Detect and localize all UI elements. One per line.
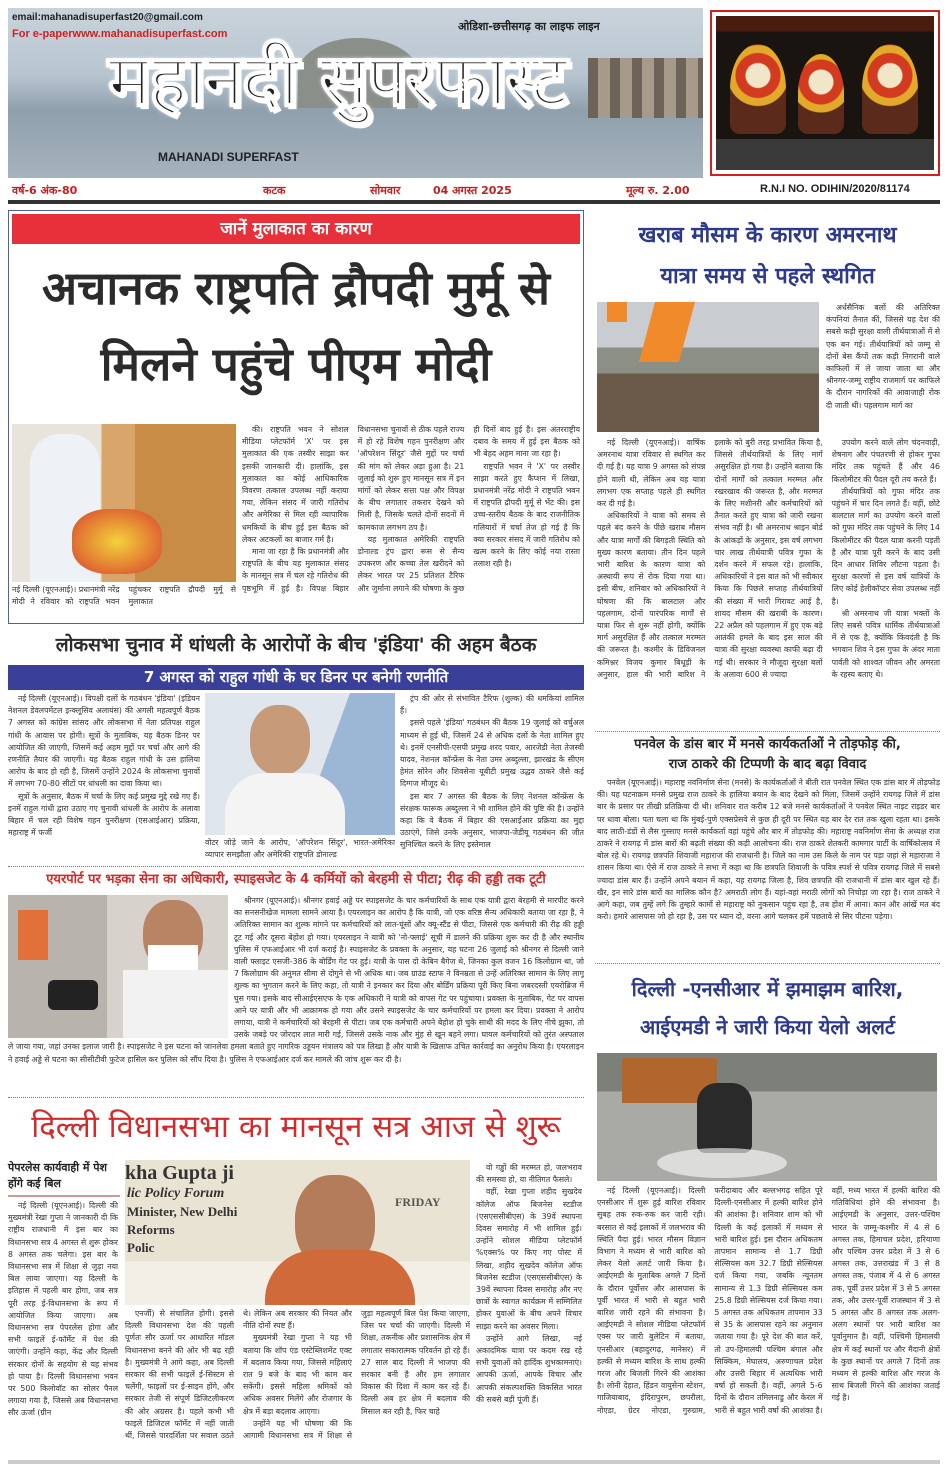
- paragraph: की। राष्ट्रपति भवन ने सोशल मीडिया प्लेटफॉर्म 'X' पर इस मुलाकात की एक तस्वीर साझा कर इसकी जानकारी दी। हालांकि, इस मुलाकात का कोई आधिकारिक विवरण तत्काल उपलब्ध नहीं कराया गया, लेकिन संसद में जारी गतिरोध और अमेरिका से मिल रही व्यापारिक धमकियों के बीच हुई इस बैठक को लेकर अटकलों का बाजार गर्म है।: [242, 425, 349, 544]
- jagannath-image: [710, 10, 940, 176]
- story-spicejet-body: [8, 895, 584, 1095]
- story-panvel-headline: [595, 735, 940, 775]
- deity-figure: [798, 54, 844, 134]
- story-india-subhead: 7 अगस्त को राहुल गांधी के घर डिनर पर बनेगी रणनीति: [8, 665, 584, 690]
- story-india-body-left: [8, 693, 200, 863]
- photo-backdrop-text: Polic: [127, 1240, 155, 1255]
- paragraph: उन्होंने यह भी घोषणा की कि आगामी विधानसभा सत्र में शिक्षा से जुड़ा महत्वपूर्ण बिल पेश किया जाएगा, जिस पर चर्चा की जाएगी। दिल्ली में शिक्षा, तकनीक और प्रशासनिक क्षेत्र में लगातार सकारात्मक परिवर्तन हो रहे हैं। 27 साल बाद दिल्ली में भाजपा की सरकार बनी है और हम लगातार विकास की दिशा में काम कर रहे हैं। दिल्ली अब हर क्षेत्र में बदलाव की मिसाल बन रही है, फिर चाहे: [243, 1309, 470, 1441]
- headline-line: पनवेल के डांस बार में मनसे कार्यकर्ताओं ने तोड़फोड़ की,: [634, 737, 901, 752]
- story-modi-kicker: जानें मुलाकात का कारण: [12, 214, 580, 244]
- headline-line: राज ठाकरे की टिप्पणी के बाद बढ़ा विवाद: [668, 757, 867, 772]
- headline-line: आईएमडी ने जारी किया येलो अलर्ट: [639, 1015, 896, 1039]
- issue-volume: वर्ष-6 अंक-80: [12, 184, 78, 197]
- paragraph: इस बार 7 अगस्त की बैठक के लिए नेशनल कॉन्फ्रेंस के संरक्षक फारूक अब्दुल्ला ने भी शामिल होने की पुष्टि की है। उन्होंने कहा कि वे बैठक में बिहार की एसआईआर प्रक्रिया का मुद्दा उठाएंगे, जिसे उनके अनुसार, भाजपा-जेडीयू गठबंधन की जीत सुनिश्चित करने के लिए इस्तेमाल: [400, 791, 584, 850]
- story-india-caption: वोटर जोड़े जाने के आरोप, 'ऑपरेशन सिंदूर', भारत-अमेरिका व्यापार समझौता और अमेरिकी राष्ट्रपति डोनाल्ड: [205, 838, 395, 860]
- masthead-tagline: ओडिशा-छत्तीसगढ़ का लाइफ लाइन: [458, 20, 600, 33]
- story-assembly-body-right: [476, 1162, 582, 1458]
- photo-backdrop-text: FRIDAY: [395, 1195, 441, 1209]
- issue-date: 04 अगस्त 2025: [433, 184, 512, 197]
- story-rain-headline: [595, 970, 940, 1046]
- modi-murmu-photo: [12, 424, 236, 582]
- issue-info-bar: [8, 183, 940, 199]
- masthead-epaper-link[interactable]: For e-paperwww.mahanadisuperfast.com: [12, 28, 228, 40]
- divider: [595, 731, 940, 732]
- paragraph: तीर्थयात्रियों को गुफा मंदिर तक पहुंचने में चार दिन लगते हैं। वहीं, छोटे बालटाल मार्ग का उपयोग करने वालों को गुफा मंदिर तक पहुंचने के लिए 14 किलोमीटर की पैदल यात्रा करनी पड़ती है और यात्रा पूरी करने के बाद उसी दिन आधार शिविर लौटना पड़ता है। सुरक्षा कारणों से इस वर्ष यात्रियों के लिए कोई हेलीकॉप्टर सेवा उपलब्ध नहीं है।: [831, 486, 940, 606]
- paragraph: श्री अमरनाथ जी यात्रा भक्तों के लिए सबसे पवित्र धार्मिक तीर्थयात्राओं में से एक है, क्योंकि किंवदंती है कि भगवान शिव ने इस गुफा के अंदर माता पार्वती को शाश्वत जीवन और अमरता के रहस्य बताए थे।: [831, 608, 940, 679]
- paragraph: माना जा रहा है कि प्रधानमंत्री और राष्ट्रपति के बीच यह मुलाकात संसद के मानसून सत्र में चल रहे गतिरोध की पृष्ठभूमि में हुई है। विपक्ष बिहार विधानसभा चुनावों से ठीक पहले राज्य में हो रहे विशेष गहन पुनरीक्षण और 'ऑपरेशन सिंदूर' जैसे मुद्दों पर चर्चा की मांग को लेकर अड़ा हुआ है। 21 जुलाई को शुरू हुए मानसून सत्र में इन मांगों को लेकर सत्ता पक्ष और विपक्ष के बीच लगातार तकरार देखने को मिली है, जिसके चलते दोनों सदनों में कामकाज लगभग ठप है।: [242, 425, 465, 593]
- amarnath-pilgrims-photo: [597, 302, 819, 432]
- paragraph: एनर्जी) से संचालित होगी। इससे दिल्ली विधानसभा देश की पहली पूर्णतः सौर ऊर्जा पर आधारित मॉडल विधानसभा बनने की ओर भी बढ़ रही है। मुख्यमंत्री ने आगे कहा, अब दिल्ली सरकार की सभी फाइलें ई-सिस्टम से चलेंगी, फाइलों पर ई-साइन होंगे, और सरकार तेजी से संपूर्ण डिजिटलीकरण की ओर अग्रसर है। पहले कभी भी फाइलें डिजिटल फॉर्मेट में नहीं जाती थीं, जिससे पारदर्शिता पर सवाल उठते थे। लेकिन अब सरकार की नियत और नीति दोनों स्पष्ट हैं।: [125, 1309, 352, 1441]
- photo-bouquet: [72, 509, 162, 574]
- issue-city: कटक: [263, 184, 286, 197]
- paragraph: वो गड्ढों की मरम्मत हो, जलभराव की समस्या हो, या नीतिगत फैसले।: [476, 1163, 582, 1185]
- paragraph: नई दिल्ली (यूएनआई)। विपक्षी दलों के गठबंधन 'इंडिया' (इंडियन नेशनल डेवलपमेंटल इन्क्लूसिव अलायंस) की अगली महत्वपूर्ण बैठक 7 अगस्त को कांग्रेस सांसद और लोकसभा में नेता प्रतिपक्ष राहुल गांधी के आवास पर होगी। सूत्रों के मुताबिक, यह बैठक डिनर पर आयोजित की जाएगी, जिसमें कई अहम मुद्दों पर चर्चा और आगे की रणनीति तैयार की जाएगी। यह बैठक राहुल गांधी के उस हालिया आरोप के बाद हो रही है, जिसमें उन्होंने 2024 के लोकसभा चुनावों में लगभग 70-80 सीटों पर धांधली का दावा किया था।: [8, 694, 200, 789]
- story-amarnath-body-side: [826, 302, 940, 434]
- story-modi-caption: नई दिल्ली (यूएनआई)। प्रधानमंत्री नरेंद्र मोदी ने रविवार को राष्ट्रपति भवन पहुंचकर राष्ट्रपति द्रौपदी मुर्मू से मुलाकात: [12, 585, 236, 607]
- story-india-body-right: [400, 693, 584, 863]
- photo-figure: [225, 773, 345, 835]
- photo-flag: [607, 302, 627, 322]
- paragraph: श्रीनगर (यूएनआई)। श्रीनगर हवाई अड्डे पर स्पाइसजेट के चार कर्मचारियों के साथ एक यात्री द्वारा बेरहमी से मारपीट करने का सनसनीखेज मामला सामने आया है। एयरलाइन का आरोप है कि यात्री, जो एक वरिष्ठ सैन्य अधिकारी बताया जा रहा है, ने अतिरिक्त सामान का शुल्क मांगने पर कर्मचारियों को लात-घूंसों और क्यू-स्टैंड से पीटा, जिससे एक कर्मचारी की रीढ़ की हड्डी टूट गई और दूसरा बेहोश हो गया। एयरलाइन ने यात्री को 'नो-फ्लाई' सूची में डालने की प्रक्रिया शुरू कर दी है और स्थानीय पुलिस में एफआईआर भी दर्ज कराई है। स्पाइसजेट के प्रवक्ता के अनुसार, यह घटना 26 जुलाई को श्रीनगर से दिल्ली जाने वाली फ्लाइट एसजी-386 के बोर्डिंग गेट पर हुई। यात्री के पास दो केबिन बैगेज थे, जिनका कुल वजन 16 किलोग्राम था, जो 7 किलोग्राम की अनुमत सीमा से दोगुने से भी अधिक था। जब ग्राउंड स्टाफ ने विनम्रता से उन्हें अतिरिक्त सामान के लिए लागू शुल्क का भुगतान करने के लिए कहा, तो यात्री ने इनकार कर दिया और बोर्डिंग प्रक्रिया पूरी किए बिना जबरदस्ती एयरोब्रिज में घुस गया। इसके बाद सीआईएसएफ के एक अधिकारी ने यात्री को वापस गेट पर पहुंचाया। प्रवक्ता के मुताबिक, गेट पर वापस आने पर यात्री और भी आक्रामक हो गया और उसने स्पाइसजेट के चार कर्मचारियों पर हमला कर दिया। प्रवक्ता ने आरोप लगाया, यात्री ने कर्मचारियों को बेरहमी से पीटा। जब एक कर्मचारी अपने बेहोश हो चुके साथी की मदद के लिए नीचे झुका, तो उसके जबड़े पर जोरदार लात मारी गई, जिससे उसके नाक और मुंह से खून बहने लगा। घायल कर्मचारियों को तुरंत अस्पताल ले जाया गया, जहां उनका इलाज जारी है। स्पाइसजेट ने इस घटना को जानलेवा हमला बताते हुए नागरिक उड्डयन मंत्रालय को पत्र लिखा है और यात्री के खिलाफ उचित कार्रवाई का अनुरोध किया है। एयरलाइन ने हवाई अड्डे से घटना का सीसीटीवी फुटेज हासिल कर पुलिस को सौंप दिया है। पुलिस ने एफआईआर दर्ज कर मामले की जांच शुरू कर दी है।: [8, 896, 584, 1064]
- deity-figure: [862, 44, 918, 134]
- photo-flag: [639, 302, 695, 362]
- divider: [595, 963, 940, 964]
- newspaper-logo-english: MAHANADI SUPERFAST: [158, 150, 299, 164]
- paragraph: नई दिल्ली (यूएनआई)। दिल्ली एनसीआर में शुरू हुई बारिश रविवार सुबह तक रुक-रुक कर जारी रही। बरसात से कई इलाकों में जलभराव की स्थिति पैदा हुई। भारत मौसम विज्ञान विभाग ने मध्यम से भारी बारिश को लेकर येलो अलर्ट जारी किया है। आईएमडी के मुताबिक अगले 7 दिनों के दौरान पूर्वोत्तर और आसपास के पूर्वी भारत में भारी से बहुत भारी बारिश जारी रहने की संभावना है। आईएमडी ने सोशल मीडिया प्लेटफॉर्म एक्स पर जारी बुलेटिन में बताया, एनसीआर (बहादुरगढ़, मानेसर) में हल्की से मध्यम बारिश के साथ हल्की गरज और बिजली गिरने की आशंका है। लोनी देहात, हिंडन वायुसेना स्टेशन, गाजियाबाद, इंदिरापुरम, छपरौला, नोएडा, ग्रेटर नोएडा, गुरुग्राम, फरीदाबाद और बल्लभगढ़ सहित पूरे दिल्ली-एनसीआर में हल्की बारिश होने की आशंका है। शनिवार शाम को भी दिल्ली के कई इलाकों में मध्यम से भारी बारिश हुई। इस दौरान अधिकतम तापमान सामान्य से 1.7 डिग्री सेल्सियस कम 32.7 डिग्री सेल्सियस दर्ज किया गया, जबकि न्यूनतम सामान्य से 1.3 डिग्री सेल्सियस कम 25.8 डिग्री सेल्सियस दर्ज किया गया। 5 अगस्त तक अधिकतम तापमान 33 से 35 के आसपास रहने का अनुमान जताया गया है। पूरे देश की बात करें, तो उप-हिमालयी पश्चिम बंगाल और सिक्किम, मेघालय, अरुणाचल प्रदेश और उत्तरी बिहार में अत्यधिक भारी वर्षा हो सकती है। वहीं, अगले 5-6 दिनों के दौरान तमिलनाडु और केरल में भारी से बहुत भारी वर्षा की आशंका है। वहीं, मध्य भारत में हल्की बारिश की गतिविधियां होने की संभावना है। आईएमडी के अनुसार, उत्तर-पश्चिम भारत के जम्मू-कश्मीर में 4 से 6 अगस्त तक, हिमाचल प्रदेश, हरियाणा और पश्चिम उत्तर प्रदेश में 3 से 6 अगस्त तक, उत्तराखंड में 3 से 8 अगस्त तक, पंजाब में 4 से 6 अगस्त तक, पूर्वी उत्तर प्रदेश में 3 से 5 अगस्त तक, और उत्तर-पूर्वी राजस्थान में 3 से 5 अगस्त और 8 अगस्त तक अलग-अलग स्थानों पर भारी बारिश का पूर्वानुमान है। वहीं, पश्चिमी हिमालयी क्षेत्र में कई स्थानों पर और मैदानी क्षेत्रों के कुछ स्थानों पर अगले 7 दिनों तक मध्यम से हल्की बारिश और गरज के साथ बिजली गिरने की आशंका जताई गई है।: [597, 1186, 940, 1415]
- photo-splash: [657, 1148, 787, 1178]
- divider: [8, 1097, 584, 1098]
- paragraph: मुख्यमंत्री रेखा गुप्ता ने यह भी बताया कि शॉप एंड एस्टेब्लिशमेंट एक्ट में बदलाव किया गया, जिससे महिलाएं रात 9 बजे के बाद भी काम कर सकेंगी। इससे महिला श्रमिकों को अधिक अवसर मिलेंगे और रोजगार के क्षेत्र में बड़ा बदलाव आएगा।: [243, 1333, 352, 1416]
- issue-day: सोमवार: [370, 184, 401, 197]
- paragraph: उपयोग करने वाले लोग चंदनवाड़ी, शेषनाग और पंचतरणी से होकर गुफा मंदिर तक पहुंचते हैं और 46 किलोमीटर की पैदल दूरी तय करते हैं।: [831, 438, 940, 484]
- story-assembly-headline: दिल्ली विधानसभा का मानसून सत्र आज से शुरू: [31, 1109, 561, 1145]
- paragraph: अर्धसैनिक बलों की अतिरिक्त कंपनियां तैनात कीं, जिससे यह देश की सबसे कड़ी सुरक्षा वाली तीर्थयात्राओं में से एक बन गई। तीर्थयात्रियों को जम्मू से दोनों बेस कैंपों तक कड़ी निगरानी वाले काफिलों में ले जाया जाता था और श्रीनगर-जम्मू राष्ट्रीय राजमार्ग पर काफिले के दौरान नागरिकों की आवाजाही रोक दी जाती थी। पहलगाम मार्ग का: [826, 303, 940, 410]
- story-assembly-body-left: [8, 1200, 118, 1458]
- issue-price: मूल्य रु. 2.00: [626, 184, 690, 197]
- masthead-rule: [8, 200, 940, 204]
- photo-backdrop-text: kha Gupta ji: [125, 1162, 234, 1184]
- photo-backdrop-text: lic Policy Forum: [127, 1186, 225, 1201]
- headline-line: मिलने पहुंचे पीएम मोदी: [100, 337, 492, 391]
- paragraph: राष्ट्रपति भवन ने 'X' पर तस्वीर साझा करते हुए कैप्शन में लिखा, प्रधानमंत्री नरेंद्र मोदी ने राष्ट्रपति भवन में राष्ट्रपति द्रौपदी मुर्मू से भेंट की। इस उच्च-स्तरीय बैठक के बाद राजनीतिक गलियारों में चर्चा तेज हो गई है कि क्या सरकार संसद में जारी गतिरोध को खत्म करने के लिए कोई नया रास्ता तलाश रही है।: [473, 461, 580, 569]
- headline-line: अचानक राष्ट्रपति द्रौपदी मुर्मू से: [42, 261, 550, 315]
- paragraph: वहीं, रेखा गुप्ता शहीद सुखदेव कॉलेज ऑफ बिजनेस स्टडीज (एसएससीबीएस) के 39वें स्थापना दिवस समारोह में भी शामिल हुईं। उन्होंने सोशल मीडिया प्लेटफॉर्म %एक्स% पर किए गए पोस्ट में लिखा, शहीद सुखदेव कॉलेज ऑफ बिजनेस स्टडीज (एसएससीबीएस) के 39वें स्थापना दिवस समारोह और नए छात्रों के स्वागत कार्यक्रम में सम्मिलित होकर युवाओं के बीच अपने विचार साझा करने का अवसर मिला।: [476, 1187, 582, 1331]
- masthead-banner: [8, 8, 703, 178]
- headline-line: दिल्ली -एनसीआर में झमाझम बारिश,: [631, 977, 904, 1001]
- story-rain-body: [597, 1185, 940, 1457]
- story-modi-body: [242, 424, 580, 620]
- paragraph: यह मुलाकात अमेरिकी राष्ट्रपति डोनाल्ड ट्रंप द्वारा रूस से सैन्य उपकरण और कच्चा तेल खरीदने को लेकर भारत पर 25 प्रतिशत टैरिफ और जुर्माना लगाने की घोषणा के कुछ ही दिनों बाद हुई है। इस अंतरराष्ट्रीय दबाव के समय में हुई इस बैठक को भी बेहद अहम माना जा रहा है।: [357, 425, 580, 593]
- photo-scooter: [697, 1083, 752, 1153]
- paragraph: इससे पहले 'इंडिया' गठबंधन की बैठक 19 जुलाई को वर्चुअल माध्यम से हुई थी, जिसमें 24 से अधिक दलों के नेता शामिल हुए थे। इनमें एनसीपी-एसपी प्रमुख शरद पवार, आरजेडी नेता तेजस्वी यादव, नेशनल कॉन्फ्रेंस के नेता उमर अब्दुल्ला, झारखंड के सीएम हेमंत सोरेन और शिवसेना यूबीटी प्रमुख उद्धव ठाकरे जैसे कई दिग्गज मौजूद थे।: [400, 718, 584, 789]
- paragraph: नई दिल्ली (यूएनआई)। वार्षिक अमरनाथ यात्रा रविवार से स्थगित कर दी गई है। यह यात्रा 9 अगस्त को संपन्न होने वाली थी, लेकिन अब यह यात्रा लगभग एक सप्ताह पहले ही स्थगित कर दी गई है।: [597, 438, 706, 509]
- deity-figure: [730, 44, 786, 134]
- photo-figure: [250, 705, 310, 775]
- photo-backdrop-text: Minister, New Delhi: [127, 1204, 238, 1219]
- issue-rni: R.N.I NO. ODIHIN/2020/81174: [760, 183, 910, 195]
- paragraph: उन्होंने आगे लिखा, नई अकादमिक यात्रा पर कदम रख रहे सभी युवाओं को हार्दिक शुभकामनाएं। आपकी ऊर्जा, आपके विचार और आपकी संकल्पशक्ति विकसित भारत की सबसे बड़ी पूंजी हैं।: [476, 1333, 582, 1404]
- story-modi-headline: [12, 250, 580, 402]
- story-panvel-body: [597, 777, 940, 957]
- story-amarnath-body: [597, 437, 940, 727]
- paragraph: ट्रंप की ओर से संभावित टैरिफ (शुल्क) की धमकियां शामिल हैं।: [400, 694, 584, 716]
- photo-figure: [265, 1250, 415, 1305]
- newspaper-logo: महानदी सुपरफास्ट: [108, 38, 566, 122]
- photo-backdrop-text: Reforms: [127, 1222, 175, 1237]
- story-assembly-body-mid: [125, 1308, 470, 1458]
- headline-line: खराब मौसम के कारण अमरनाथ: [638, 223, 897, 248]
- waterlogging-photo: [597, 1053, 937, 1181]
- banner-dam-image: [588, 58, 703, 118]
- paragraph: नई दिल्ली (यूएनआई)। दिल्ली की मुख्यमंत्री रेखा गुप्ता ने जानकारी दी कि राष्ट्रीय राजधानी में इस बार का विधानसभा सत्र 4 अगस्त से शुरू होकर 8 अगस्त तक चलेगा। इस बार के विधानसभा सत्र में शिक्षा से जुड़ा नया बिल लाया जाएगा। यह दिल्ली के इतिहास में पहली बार होगा, जब सत्र पूरी तरह ई-विधानसभा के रूप में आयोजित किया जाएगा। अब विधानसभा सत्र पेपरलेस होगा और सभी फाइलें ई-फॉर्मेट में पेश की जाएंगी। उन्होंने कहा, केंद्र और दिल्ली सरकार दोनों के सहयोग से यह संभव हो पाया है। दिल्ली विधानसभा भवन पर 500 किलोवॉट का सोलर पैनल लगाया गया है, जिससे अब विधानसभा सौर ऊर्जा (ग्रीन: [8, 1201, 118, 1418]
- paragraph: सूत्रों के अनुसार, बैठक में चर्चा के लिए कई प्रमुख मुद्दे रखे गए हैं। इनमें राहुल गांधी द्वारा उठाए गए चुनावी धांधली के आरोप के अलावा बिहार में चल रही विशेष गहन पुनरीक्षण (एसआईआर) प्रक्रिया, महाराष्ट्र में फर्जी: [8, 791, 200, 838]
- story-spicejet-headline: एयरपोर्ट पर भड़का सेना का अधिकारी, स्पाइसजेट के 4 कर्मियों को बेरहमी से पीटा; रीढ़ की हड्डी तक टूटी: [46, 872, 546, 887]
- masthead-email: email:mahanadisuperfast20@gmail.com: [12, 12, 203, 23]
- headline-line: यात्रा समय से पहले स्थगित: [660, 264, 875, 289]
- divider: [8, 866, 584, 867]
- page-bottom-bar: [8, 1460, 940, 1464]
- story-assembly-subhead: पेपरलेस कार्यवाही में पेश होंगे कई बिल: [8, 1160, 120, 1197]
- rahul-gandhi-photo: [205, 693, 395, 835]
- story-india-headline: लोकसभा चुनाव में धांधली के आरोपों के बीच 'इंडिया' की अहम बैठक: [55, 634, 537, 656]
- paragraph: अधिकारियों ने यात्रा को समय से पहले बंद करने के पीछे खराब मौसम और यात्रा मार्गों की बिगड़ती स्थिति को मुख्य कारण बताया। तीन दिन पहले भारी बारिश के कारण यात्रा को अस्थायी रूप से रोक दिया गया था। इसी बीच, शनिवार को अधिकारियों ने घोषणा की कि बालटाल और पहलगाम, दोनों पारंपरिक मार्गों से यात्रा फिर से शुरू नहीं होगी, क्योंकि मार्ग असुरक्षित हैं और तत्काल मरम्मत की जरूरत है। कश्मीर के डिविजनल कमिश्नर विजय कुमार बिधूड़ी के अनुसार, हाल की भारी बारिश ने इलाके को बुरी तरह प्रभावित किया है, जिससे तीर्थयात्रियों के लिए मार्ग असुरक्षित हो गया है। उन्होंने बताया कि दोनों मार्गों को तत्काल मरम्मत और रखरखाव की जरूरत है, और मरम्मत के लिए मशीनरी और कर्मचारियों को तैनात करते हुए यात्रा को जारी रखना संभव नहीं है। श्री अमरनाथ श्राइन बोर्ड के आंकड़ों के अनुसार, इस वर्ष लगभग चार लाख तीर्थयात्री पवित्र गुफा के दर्शन करने में सफल रहे। हालांकि, अधिकारियों ने इस बात को भी स्वीकार किया कि पिछले सप्ताह तीर्थयात्रियों की संख्या में भारी गिरावट आई है, शायद मौसम की खराबी के कारण। 22 अप्रैल को पहलगाम में हुए एक बड़े आतंकी हमले के बाद इस साल की यात्रा की सुरक्षा व्यवस्था काफी बढ़ा दी गई थी। सरकार ने मौजूदा सुरक्षा बलों के अलावा 600 से ज्यादा: [597, 438, 823, 679]
- float-spacer: [8, 895, 234, 1038]
- story-amarnath-headline: [595, 215, 940, 297]
- rekha-gupta-photo: [125, 1160, 470, 1305]
- paragraph: पनवेल (यूएनआई)। महाराष्ट्र नवनिर्माण सेना (मनसे) के कार्यकर्ताओं ने बीती रात पनवेल स्थित एक डांस बार में तोड़फोड़ की। यह घटनाक्रम मनसे प्रमुख राज ठाकरे के हालिया बयान के बाद देखने को मिला, जिसमें उन्होंने रायगढ़ जिले में डांस बार के प्रसार पर तीखी प्रतिक्रिया दी थी। शनिवार रात करीब 12 बजे मनसे कार्यकर्ताओं ने पनवेल स्थित नाइट राइडर बार पर धावा बोला। पता चला था कि मुंबई-पुणे एक्सप्रेसवे से कुछ ही दूरी पर स्थित यह बार देर रात तक खुला रहता था। इसके बाद लाठी-डंडों से लैस गुस्साए मनसे कार्यकर्ता वहां पहुंचे और बार में तोड़फोड़ की। महाराष्ट्र नवनिर्माण सेना के अध्यक्ष राज ठाकरे ने रायगढ़ में डांस बारों की बढ़ती संख्या की कड़ी आलोचना की। राज ठाकरे शेतकरी कामगार पार्टी के वार्षिकोत्सव में बोल रहे थे। रायगढ़ छत्रपति शिवाजी महाराज की राजधानी है। जिले का नाम उस किले के नाम पर पड़ा जहां से महाराजा ने शासन किया था। ऐसे में राज ठाकरे ने सभा में कहा था कि छत्रपति शिवाजी के पवित्र स्पर्श से पवित्र रायगढ़ जिले में सबसे ज्यादा डांस बार हैं। उन्होंने अपने बयान में कहा, यह रायगढ़ जिला है, शिव छत्रपति की राजधानी में डांस बार खुल रहे हैं। खैर, इन सारे डांस बारों का मालिक कौन है? अमराठी लोग हैं। यहां-वहां मराठी लोगों को निचोड़ा जा रहा है। राज ठाकरे ने आगे कहा, जब तुम्हें लगे कि तुम्हारे कामों से महाराष्ट्र को नुकसान पहुंच रहा है, तब होश में आना। कान और आंखें मत बंद करो। हमारे आसपास जो हो रहा है, उस पर ध्यान दो, वरना आगे चलकर हमें पछतावे से सिर पीटना पड़ेगा।: [597, 778, 940, 922]
